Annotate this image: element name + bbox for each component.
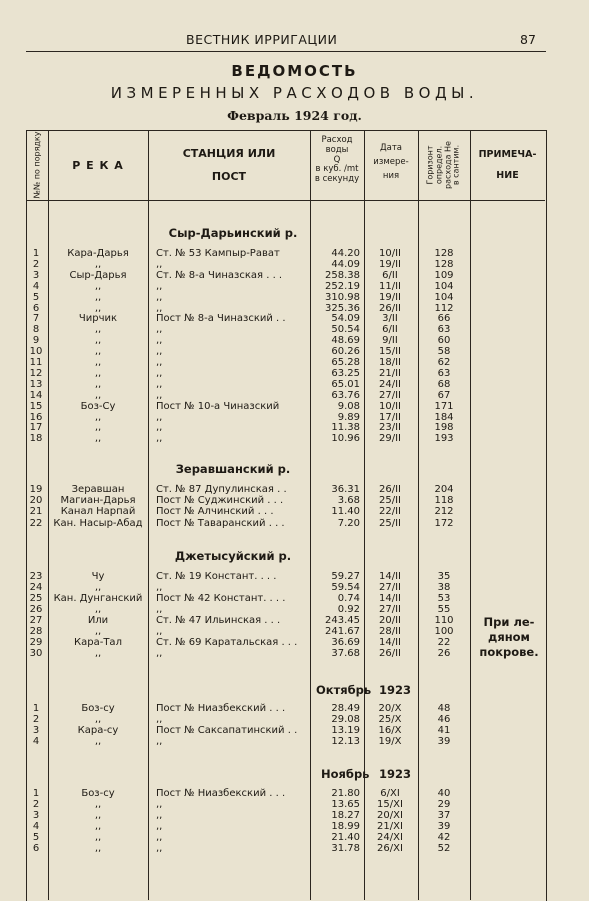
row-flow: 44.09 bbox=[331, 258, 360, 270]
row-station: ,, bbox=[156, 357, 163, 368]
row-horizon: 42 bbox=[437, 832, 451, 843]
row-horizon: 118 bbox=[434, 495, 454, 507]
row-horizon: 55 bbox=[437, 604, 451, 615]
row-number: 3 bbox=[32, 269, 40, 281]
row-horizon: 29 bbox=[437, 799, 451, 810]
row-date: 3/II bbox=[382, 313, 398, 325]
table-row bbox=[0, 422, 589, 433]
table-row bbox=[0, 506, 589, 517]
row-station: ,, bbox=[156, 810, 163, 821]
table-row bbox=[0, 810, 589, 821]
row-horizon: 128 bbox=[434, 258, 454, 270]
row-river: ,, bbox=[94, 843, 102, 854]
row-horizon: 212 bbox=[434, 506, 454, 518]
row-river: ,, bbox=[94, 604, 102, 615]
row-date: 10/II bbox=[379, 248, 401, 259]
row-date: 14/II bbox=[379, 571, 401, 582]
row-station: ,, bbox=[156, 843, 163, 854]
row-horizon: 40 bbox=[437, 788, 451, 799]
table-row bbox=[0, 357, 589, 368]
row-number: 2 bbox=[32, 258, 40, 270]
row-date: 29/II bbox=[379, 433, 401, 445]
row-river: ,, bbox=[94, 378, 102, 390]
row-date: 21/XI bbox=[377, 821, 403, 832]
row-river: ,, bbox=[94, 433, 102, 445]
row-river: Боз-су bbox=[81, 788, 115, 799]
table-row bbox=[0, 292, 589, 303]
row-horizon: 193 bbox=[434, 433, 454, 445]
row-number: 20 bbox=[29, 495, 43, 507]
row-date: 25/II bbox=[379, 495, 401, 507]
row-station: ,, bbox=[156, 324, 163, 336]
row-river: Кара-Дарья bbox=[67, 248, 129, 259]
row-river: ,, bbox=[94, 821, 102, 832]
row-river: ,, bbox=[94, 582, 102, 593]
row-flow: 31.78 bbox=[331, 843, 360, 854]
row-horizon: 198 bbox=[434, 422, 454, 434]
row-river: Кан. Насыр-Абад bbox=[53, 517, 143, 529]
row-number: 1 bbox=[32, 703, 40, 714]
journal-title: ВЕСТНИК ИРРИГАЦИИ bbox=[186, 32, 338, 47]
row-station: Пост № Саксапатинский . . bbox=[156, 725, 298, 736]
row-station: Пост № Ниазбекский . . . bbox=[156, 788, 286, 799]
row-river: ,, bbox=[94, 411, 102, 423]
row-horizon: 58 bbox=[437, 346, 451, 358]
row-flow: 50.54 bbox=[331, 324, 360, 336]
table-row bbox=[0, 248, 589, 259]
row-river: ,, bbox=[94, 335, 102, 347]
row-date: 6/II bbox=[382, 269, 398, 281]
row-flow: 18.27 bbox=[331, 810, 360, 821]
row-river: ,, bbox=[94, 346, 102, 358]
document-period: Февраль 1924 год. bbox=[227, 108, 362, 123]
row-date: 20/XI bbox=[377, 810, 403, 821]
section-dzhetysu: Джетысуйский р. bbox=[174, 549, 292, 563]
row-horizon: 109 bbox=[434, 269, 454, 281]
row-river: ,, bbox=[94, 422, 102, 434]
row-date: 27/II bbox=[379, 389, 401, 401]
table-row bbox=[0, 604, 589, 615]
row-flow: 325.36 bbox=[325, 302, 360, 314]
row-number: 21 bbox=[29, 506, 43, 518]
table-row bbox=[0, 736, 589, 747]
row-number: 12 bbox=[29, 367, 43, 379]
row-station: ,, bbox=[156, 714, 163, 725]
row-river: Магиан-Дарья bbox=[60, 495, 136, 507]
row-flow: 63.25 bbox=[331, 367, 360, 379]
row-number: 13 bbox=[29, 378, 43, 390]
row-flow: 63.76 bbox=[331, 389, 360, 401]
row-station: ,, bbox=[156, 378, 163, 390]
row-date: 19/II bbox=[379, 258, 401, 270]
row-river: ,, bbox=[94, 367, 102, 379]
row-river: Зеравшан bbox=[71, 484, 125, 495]
header-horizon: Горизонт определ. расхода Не в сантим. bbox=[425, 141, 461, 189]
row-horizon: 128 bbox=[434, 248, 454, 259]
row-horizon: 68 bbox=[437, 378, 451, 390]
row-horizon: 39 bbox=[437, 736, 451, 747]
row-river: Чирчик bbox=[78, 313, 118, 325]
row-river: ,, bbox=[94, 389, 102, 401]
table-row bbox=[0, 495, 589, 506]
row-flow: 13.65 bbox=[331, 799, 360, 810]
row-station: ,, bbox=[156, 280, 163, 292]
table-row bbox=[0, 270, 589, 281]
row-station: Ст. № 69 Каратальская . . . bbox=[156, 637, 298, 648]
page-number: 87 bbox=[520, 32, 536, 47]
row-station: ,, bbox=[156, 582, 163, 593]
row-flow: 36.69 bbox=[331, 637, 360, 648]
table-row bbox=[0, 821, 589, 832]
row-number: 3 bbox=[32, 810, 40, 821]
row-station: ,, bbox=[156, 648, 163, 659]
row-number: 10 bbox=[29, 346, 43, 358]
row-date: 19/X bbox=[378, 736, 402, 747]
row-number: 1 bbox=[32, 788, 40, 799]
table-row bbox=[0, 412, 589, 423]
row-river: ,, bbox=[94, 302, 102, 314]
table-row bbox=[0, 390, 589, 401]
row-date: 14/II bbox=[379, 593, 401, 604]
row-flow: 13.19 bbox=[331, 725, 360, 736]
row-flow: 29.08 bbox=[331, 714, 360, 725]
row-station: ,, bbox=[156, 291, 163, 303]
row-river: ,, bbox=[94, 714, 102, 725]
row-river: ,, bbox=[94, 324, 102, 336]
row-horizon: 172 bbox=[434, 517, 454, 529]
row-station: Ст. № 87 Дупулинская . . bbox=[156, 484, 287, 495]
row-date: 15/II bbox=[379, 346, 401, 358]
table-row bbox=[0, 281, 589, 292]
table-row bbox=[0, 484, 589, 495]
document-title: ВЕДОМОСТЬ bbox=[231, 62, 358, 80]
row-date: 27/II bbox=[379, 604, 401, 615]
table-row bbox=[0, 324, 589, 335]
row-river: Боз-Су bbox=[80, 400, 116, 412]
row-horizon: 53 bbox=[437, 593, 451, 604]
row-number: 6 bbox=[32, 302, 40, 314]
row-station: ,, bbox=[156, 367, 163, 379]
row-flow: 18.99 bbox=[331, 821, 360, 832]
row-river: ,, bbox=[94, 357, 102, 368]
row-flow: 9.89 bbox=[337, 411, 360, 423]
table-row bbox=[0, 433, 589, 444]
row-river: ,, bbox=[94, 291, 102, 303]
row-station: Пост № Алчинский . . . bbox=[156, 506, 274, 518]
row-flow: 59.27 bbox=[331, 571, 360, 582]
row-river: Кан. Дунганский bbox=[53, 593, 143, 604]
row-horizon: 171 bbox=[434, 400, 454, 412]
row-number: 16 bbox=[29, 411, 43, 423]
row-station: Ст. № 19 Констант. . . . bbox=[156, 571, 277, 582]
table-row bbox=[0, 379, 589, 390]
row-flow: 11.40 bbox=[331, 506, 360, 518]
row-flow: 3.68 bbox=[337, 495, 360, 507]
row-flow: 0.74 bbox=[337, 593, 360, 604]
row-horizon: 46 bbox=[437, 714, 451, 725]
row-station: Ст. № 47 Ильинская . . . bbox=[156, 615, 281, 626]
header-rule bbox=[26, 51, 546, 52]
row-river: Боз-су bbox=[81, 703, 115, 714]
row-station: ,, bbox=[156, 411, 163, 423]
row-number: 19 bbox=[29, 484, 43, 495]
row-flow: 44.20 bbox=[331, 248, 360, 259]
row-station: ,, bbox=[156, 821, 163, 832]
row-station: Пост № Таваранский . . . bbox=[156, 517, 285, 529]
row-date: 20/X bbox=[378, 703, 402, 714]
row-number: 29 bbox=[29, 637, 43, 648]
row-number: 5 bbox=[32, 832, 40, 843]
row-number: 14 bbox=[29, 389, 43, 401]
table-row bbox=[0, 401, 589, 412]
table-row bbox=[0, 313, 589, 324]
row-horizon: 63 bbox=[437, 367, 451, 379]
row-date: 11/II bbox=[379, 280, 401, 292]
row-river: ,, bbox=[94, 280, 102, 292]
row-station: ,, bbox=[156, 433, 163, 445]
section-november-year: 1923 bbox=[379, 767, 412, 781]
row-flow: 37.68 bbox=[331, 648, 360, 659]
row-horizon: 41 bbox=[437, 725, 451, 736]
row-number: 18 bbox=[29, 433, 43, 445]
row-number: 8 bbox=[32, 324, 40, 336]
header-date: Дата измере- ния bbox=[373, 143, 409, 181]
row-date: 19/II bbox=[379, 291, 401, 303]
row-date: 24/II bbox=[379, 378, 401, 390]
row-number: 30 bbox=[29, 648, 43, 659]
table-row bbox=[0, 368, 589, 379]
row-flow: 21.40 bbox=[331, 832, 360, 843]
row-date: 26/II bbox=[379, 648, 401, 659]
row-date: 27/II bbox=[379, 582, 401, 593]
row-date: 24/XI bbox=[377, 832, 403, 843]
table-row bbox=[0, 518, 589, 529]
row-flow: 258.38 bbox=[325, 269, 360, 281]
row-number: 25 bbox=[29, 593, 43, 604]
row-flow: 28.49 bbox=[331, 703, 360, 714]
section-october-year: 1923 bbox=[379, 683, 412, 697]
row-date: 26/II bbox=[379, 302, 401, 314]
row-horizon: 112 bbox=[434, 302, 454, 314]
row-number: 23 bbox=[29, 571, 43, 582]
row-number: 24 bbox=[29, 582, 43, 593]
row-date: 26/II bbox=[379, 484, 401, 495]
row-date: 9/II bbox=[382, 335, 398, 347]
row-date: 26/XI bbox=[377, 843, 403, 854]
row-station: ,, bbox=[156, 422, 163, 434]
row-horizon: 52 bbox=[437, 843, 451, 854]
row-station: ,, bbox=[156, 389, 163, 401]
row-station: ,, bbox=[156, 258, 163, 270]
row-number: 4 bbox=[32, 821, 40, 832]
row-date: 15/XI bbox=[377, 799, 403, 810]
row-date: 20/II bbox=[379, 615, 401, 626]
row-flow: 36.31 bbox=[331, 484, 360, 495]
row-river: ,, bbox=[94, 832, 102, 843]
row-station: Пост № 8-а Чиназский . . bbox=[156, 313, 286, 325]
row-date: 16/X bbox=[378, 725, 402, 736]
row-horizon: 60 bbox=[437, 335, 451, 347]
row-station: ,, bbox=[156, 604, 163, 615]
row-river: Канал Нарпай bbox=[60, 506, 136, 518]
row-horizon: 184 bbox=[434, 411, 454, 423]
row-station: Пост № 42 Констант. . . . bbox=[156, 593, 286, 604]
row-date: 10/II bbox=[379, 400, 401, 412]
row-flow: 59.54 bbox=[331, 582, 360, 593]
row-number: 6 bbox=[32, 843, 40, 854]
row-river: ,, bbox=[94, 736, 102, 747]
row-river: ,, bbox=[94, 810, 102, 821]
row-station: ,, bbox=[156, 626, 163, 637]
document-subtitle: ИЗМЕРЕННЫХ РАСХОДОВ ВОДЫ. bbox=[110, 84, 479, 102]
row-flow: 60.26 bbox=[331, 346, 360, 358]
row-number: 27 bbox=[29, 615, 43, 626]
row-flow: 54.09 bbox=[331, 313, 360, 325]
table-row bbox=[0, 703, 589, 714]
row-horizon: 62 bbox=[437, 357, 451, 368]
row-horizon: 104 bbox=[434, 280, 454, 292]
table-row bbox=[0, 593, 589, 604]
row-horizon: 37 bbox=[437, 810, 451, 821]
row-horizon: 100 bbox=[434, 626, 454, 637]
row-station: ,, bbox=[156, 346, 163, 358]
row-date: 21/II bbox=[379, 367, 401, 379]
row-flow: 310.98 bbox=[325, 291, 360, 303]
header-number: №№ по порядку bbox=[32, 131, 42, 199]
section-october: Октябрь bbox=[316, 683, 372, 697]
header-river: Р Е К А bbox=[72, 159, 124, 172]
row-station: ,, bbox=[156, 302, 163, 314]
row-station: Ст. № 8-а Чиназская . . . bbox=[156, 269, 283, 281]
row-flow: 9.08 bbox=[337, 400, 360, 412]
section-syr-darya: Сыр-Дарьинский р. bbox=[168, 226, 298, 240]
row-date: 6/II bbox=[382, 324, 398, 336]
row-number: 1 bbox=[32, 248, 40, 259]
table-row bbox=[0, 582, 589, 593]
row-horizon: 63 bbox=[437, 324, 451, 336]
row-river: Сыр-Дарья bbox=[69, 269, 127, 281]
row-date: 25/II bbox=[379, 517, 401, 529]
table-row bbox=[0, 843, 589, 854]
row-river: Или bbox=[87, 615, 109, 626]
row-number: 15 bbox=[29, 400, 43, 412]
row-flow: 7.20 bbox=[337, 517, 360, 529]
table-row bbox=[0, 832, 589, 843]
header-bottom-rule bbox=[26, 200, 545, 201]
row-horizon: 38 bbox=[437, 582, 451, 593]
row-flow: 11.38 bbox=[331, 422, 360, 434]
row-horizon: 104 bbox=[434, 291, 454, 303]
row-river: ,, bbox=[94, 799, 102, 810]
table-row bbox=[0, 303, 589, 314]
table-row bbox=[0, 571, 589, 582]
row-station: ,, bbox=[156, 335, 163, 347]
row-station: ,, bbox=[156, 736, 163, 747]
row-date: 17/II bbox=[379, 411, 401, 423]
remark-ice-cover: При ле- дяном покрове. bbox=[479, 615, 539, 659]
row-number: 4 bbox=[32, 736, 40, 747]
row-flow: 65.28 bbox=[331, 357, 360, 368]
header-remarks: ПРИМЕЧА- НИЕ bbox=[478, 149, 537, 181]
table-row bbox=[0, 799, 589, 810]
row-flow: 21.80 bbox=[331, 788, 360, 799]
row-number: 22 bbox=[29, 517, 43, 529]
table-row bbox=[0, 788, 589, 799]
row-flow: 10.96 bbox=[331, 433, 360, 445]
row-flow: 12.13 bbox=[331, 736, 360, 747]
row-horizon: 67 bbox=[437, 389, 451, 401]
row-horizon: 35 bbox=[437, 571, 451, 582]
table-row bbox=[0, 259, 589, 270]
row-number: 2 bbox=[32, 714, 40, 725]
table-row bbox=[0, 714, 589, 725]
header-flow: Расход воды Q в куб. /mt в секунду bbox=[314, 135, 360, 185]
row-number: 2 bbox=[32, 799, 40, 810]
table-row bbox=[0, 725, 589, 736]
row-number: 28 bbox=[29, 626, 43, 637]
row-flow: 241.67 bbox=[325, 626, 360, 637]
row-station: ,, bbox=[156, 832, 163, 843]
row-horizon: 66 bbox=[437, 313, 451, 325]
row-number: 9 bbox=[32, 335, 40, 347]
row-flow: 243.45 bbox=[325, 615, 360, 626]
row-number: 17 bbox=[29, 422, 43, 434]
running-header bbox=[0, 30, 589, 50]
section-november: Ноябрь bbox=[321, 767, 370, 781]
row-number: 7 bbox=[32, 313, 40, 325]
row-number: 5 bbox=[32, 291, 40, 303]
row-flow: 0.92 bbox=[337, 604, 360, 615]
row-number: 26 bbox=[29, 604, 43, 615]
table-row bbox=[0, 346, 589, 357]
row-flow: 65.01 bbox=[331, 378, 360, 390]
row-date: 18/II bbox=[379, 357, 401, 368]
row-horizon: 22 bbox=[437, 637, 451, 648]
row-station: Пост № Ниазбекский . . . bbox=[156, 703, 286, 714]
row-date: 23/II bbox=[379, 422, 401, 434]
row-flow: 252.19 bbox=[325, 280, 360, 292]
row-station: Пост № Суджинский . . . bbox=[156, 495, 284, 507]
row-river: Кара-су bbox=[77, 725, 119, 736]
row-date: 22/II bbox=[379, 506, 401, 518]
row-date: 28/II bbox=[379, 626, 401, 637]
row-date: 25/X bbox=[378, 714, 402, 725]
row-flow: 48.69 bbox=[331, 335, 360, 347]
row-river: ,, bbox=[94, 626, 102, 637]
row-horizon: 39 bbox=[437, 821, 451, 832]
table-row bbox=[0, 335, 589, 346]
row-river: ,, bbox=[94, 258, 102, 270]
row-number: 11 bbox=[29, 357, 43, 368]
row-date: 14/II bbox=[379, 637, 401, 648]
row-river: Чу bbox=[91, 571, 105, 582]
row-horizon: 110 bbox=[434, 615, 454, 626]
row-date: 6/XI bbox=[380, 788, 400, 799]
header-station: СТАНЦИЯ ИЛИ ПОСТ bbox=[182, 147, 276, 183]
row-station: Пост № 10-а Чиназский bbox=[156, 400, 280, 412]
row-station: Ст. № 53 Кампыр-Рават bbox=[156, 248, 280, 259]
row-station: ,, bbox=[156, 799, 163, 810]
row-number: 3 bbox=[32, 725, 40, 736]
row-river: ,, bbox=[94, 648, 102, 659]
row-horizon: 204 bbox=[434, 484, 454, 495]
section-zeravshan: Зеравшанский р. bbox=[175, 462, 291, 476]
row-number: 4 bbox=[32, 280, 40, 292]
row-river: Кара-Тал bbox=[74, 637, 122, 648]
row-horizon: 26 bbox=[437, 648, 451, 659]
row-horizon: 48 bbox=[437, 703, 451, 714]
